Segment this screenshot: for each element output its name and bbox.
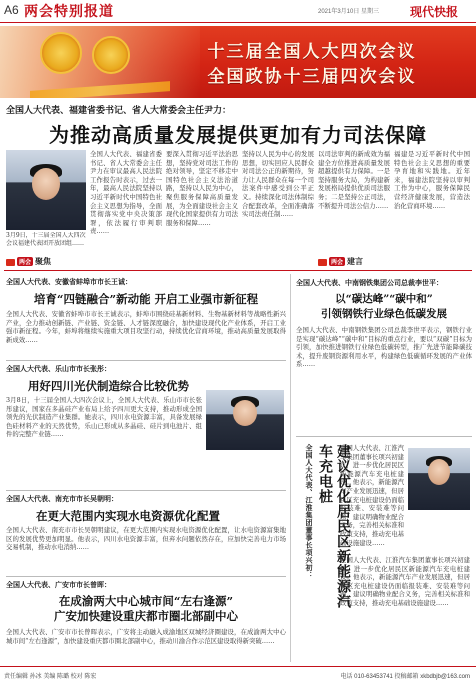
lead-divider — [4, 270, 472, 271]
tag-focus: 两会 聚焦 — [6, 256, 51, 267]
article-4-kicker: 全国人大代表、广安市市长曾晖： — [6, 580, 111, 589]
flag-icon — [318, 259, 327, 266]
lead-column-1: 全国人大代表、福建省委书记、省人大常委会主任尹力在审议最高人民法院工作报告时表示，过去一年，最高人民法院坚持以习近平新时代中国特色社会主义思想为指导，全面贯彻落实党中央决策部署，依法履行审判职责…… — [90, 150, 162, 236]
contact-info: 电话 010-63453741 投稿邮箱 xkbdbjb@163.com — [340, 674, 470, 680]
article-5-kicker: 全国人大代表、中南钢铁集团公司总裁李世平： — [296, 278, 443, 287]
article-6-photo — [408, 448, 470, 510]
tag-advice: 两会 建言 — [318, 256, 363, 267]
article-1-body: 全国人大代表、安徽省蚌埠市市长王诚表示，蚌埠市围绕硅基新材料、生物基新材料等战略性新兴产业，全力推动创新链、产业链、资金链、人才链深度融合，加快建设现代化产业体系，开启工业强市新征程。今年，蚌埠将继续实施重大项目攻坚行动，持续优化营商环境，推动高质量发展取得新成效…… — [6, 310, 286, 344]
page-header — [0, 0, 476, 22]
article-divider — [6, 576, 286, 577]
article-4-headline: 在成渝两大中心城市间“左右逢源” 广安加快建设重庆都市圈北部副中心 — [54, 594, 238, 623]
column-divider — [290, 274, 291, 662]
lead-headline: 为推动高质量发展提供更加有力司法保障 — [49, 123, 427, 147]
banner-line-cppcc: 全国政协十三届四次会议 — [207, 67, 417, 87]
lead-photo-caption: 3月9日，十三届全国人大四次会议福建代表团开放团组…… — [6, 232, 86, 247]
article-3-body: 全国人大代表、南充市市长吴朝明建议，在更大范围内实现水电资源优化配置，让水电资源富集地区的发展优势更加明显。他表示，四川水电资源丰富，但弃水问题依然存在，应加快完善电力市场交易机制，推动水电消纳…… — [6, 526, 286, 552]
section-title: 两会特别报道 — [24, 4, 114, 20]
article-divider — [6, 490, 286, 491]
national-emblem-icon — [40, 32, 82, 74]
article-6-kicker: 全国人大代表、江淮集团董事长项兴初： — [305, 444, 314, 579]
lead-column-2: 要深入贯彻习近平法治思想，坚持党对司法工作的绝对领导，坚定不移走中国特色社会主义法治道路，坚持以人民为中心，聚焦服务保障高质量发展，为全面建设社会主义现代化国家提供有力司法服务和保障…… — [166, 150, 238, 227]
article-6-headline: 建议优化居民区新能源汽车充电桩 — [317, 444, 351, 609]
article-1-kicker: 全国人大代表、安徽省蚌埠市市长王诚： — [6, 277, 132, 286]
npc-badge-icon: 两会 — [331, 259, 344, 266]
article-divider — [6, 360, 286, 361]
lead-column-4: 以司法审判的新成效为福建全方位推进高质量发展超越提供有力保障。一是坚持服务大局，为构建新发展格局提供优质司法服务；二是坚持公正司法，不断提升司法公信力…… — [318, 150, 390, 210]
article-divider — [296, 436, 472, 437]
article-5-body: 全国人大代表、中南钢铁集团公司总裁李世平表示，钢铁行业是实现“碳达峰”“碳中和”目标的重点行业，要以“双碳”目标为引领，加快推进钢铁行业绿色低碳转型，推广先进节能降碳技术，提升废钢资源利用水平，构建绿色低碳循环发展的产业体系…… — [296, 326, 472, 369]
page-footer — [0, 666, 476, 681]
article-6-body-cont: 全国人大代表、江淮汽车集团董事长项兴初建议，进一步优化居民区新能源汽车充电桩建设。他表示，新能源汽车产业发展迅速，但居民区充电桩建设仍面临报装难、安装难等问题，建议明确物业配合义务，完善相关标准和政策支持，推动充电基础设施建设…… — [340, 556, 470, 607]
article-2-headline: 用好四川光伏制造综合比较优势 — [28, 379, 189, 393]
lead-photo — [6, 150, 86, 230]
page-number: A6 — [4, 3, 19, 17]
banner-line-npc: 十三届全国人大四次会议 — [207, 42, 417, 62]
cppcc-emblem-icon — [92, 36, 130, 74]
photo-face — [233, 400, 257, 426]
issue-date: 2021年3月10日 星期三 — [318, 9, 380, 15]
lead-column-5: 福建是习近平新时代中国特色社会主义思想的重要孕育地和实践地。近年来，福建法院坚持以审判工作为中心，服务保障民营经济健康发展，营造法治化营商环境…… — [394, 150, 470, 210]
lead-column-3: 坚持以人民为中心的发展思想，切实回应人民群众对司法公正的新期待，努力让人民群众在每一个司法案件中感受到公平正义。持续深化司法体制综合配套改革，全面准确落实司法责任制…… — [242, 150, 314, 219]
article-4-body: 全国人大代表、广安市市长曾晖表示，广安将主动融入成渝地区双城经济圈建设，在成渝两大中心城市间“左右逢源”，加快建设重庆都市圈北部副中心，推动川渝合作示范区建设取得新突破…… — [6, 628, 286, 645]
article-2-body: 3月8日，十三届全国人大四次会议上，全国人大代表、乐山市市长张彤建议，国家在多晶硅产业布局上给予四川更大支持，推动形成全国领先的光伏制造产业集群。她表示，四川水电资源丰富，具备发展绿色硅材料产业的天然优势，乐山已形成从多晶硅、硅片到电池片、组件的完整产业链…… — [6, 396, 202, 439]
article-5-headline: 以“碳达峰”“碳中和” 引领钢铁行业绿色低碳发展 — [321, 293, 447, 320]
article-3-kicker: 全国人大代表、南充市市长吴朝明： — [6, 494, 118, 503]
two-sessions-banner — [0, 26, 476, 98]
newspaper-logo: 现代快报 — [410, 5, 459, 19]
lead-kicker: 全国人大代表、福建省委书记、省人大常委会主任尹力： — [6, 106, 232, 116]
article-1-headline: 培育“四链融合”新动能 开启工业强市新征程 — [33, 292, 259, 306]
article-6-body: 全国人大代表、江淮汽车集团董事长项兴初建议，进一步优化居民区新能源汽车充电桩建设。他表示，新能源汽车产业发展迅速，但居民区充电桩建设仍面临报装难、安装难等问题，建议明确物业配合义务，完善相关标准和政策支持，推动充电基础设施建设…… — [340, 444, 404, 547]
header-rule — [0, 22, 476, 23]
npc-badge-icon: 两会 — [19, 259, 32, 266]
editor-credits: 责任编辑 孙冰 美编 陈璐 校对 陈宏 — [4, 674, 97, 680]
photo-face — [32, 168, 60, 200]
photo-face — [428, 459, 450, 485]
flag-icon — [6, 259, 15, 266]
article-2-kicker: 全国人大代表、乐山市市长张彤： — [6, 364, 111, 373]
article-3-headline: 在更大范围内实现水电资源优化配置 — [36, 509, 220, 523]
article-2-photo — [206, 390, 284, 450]
